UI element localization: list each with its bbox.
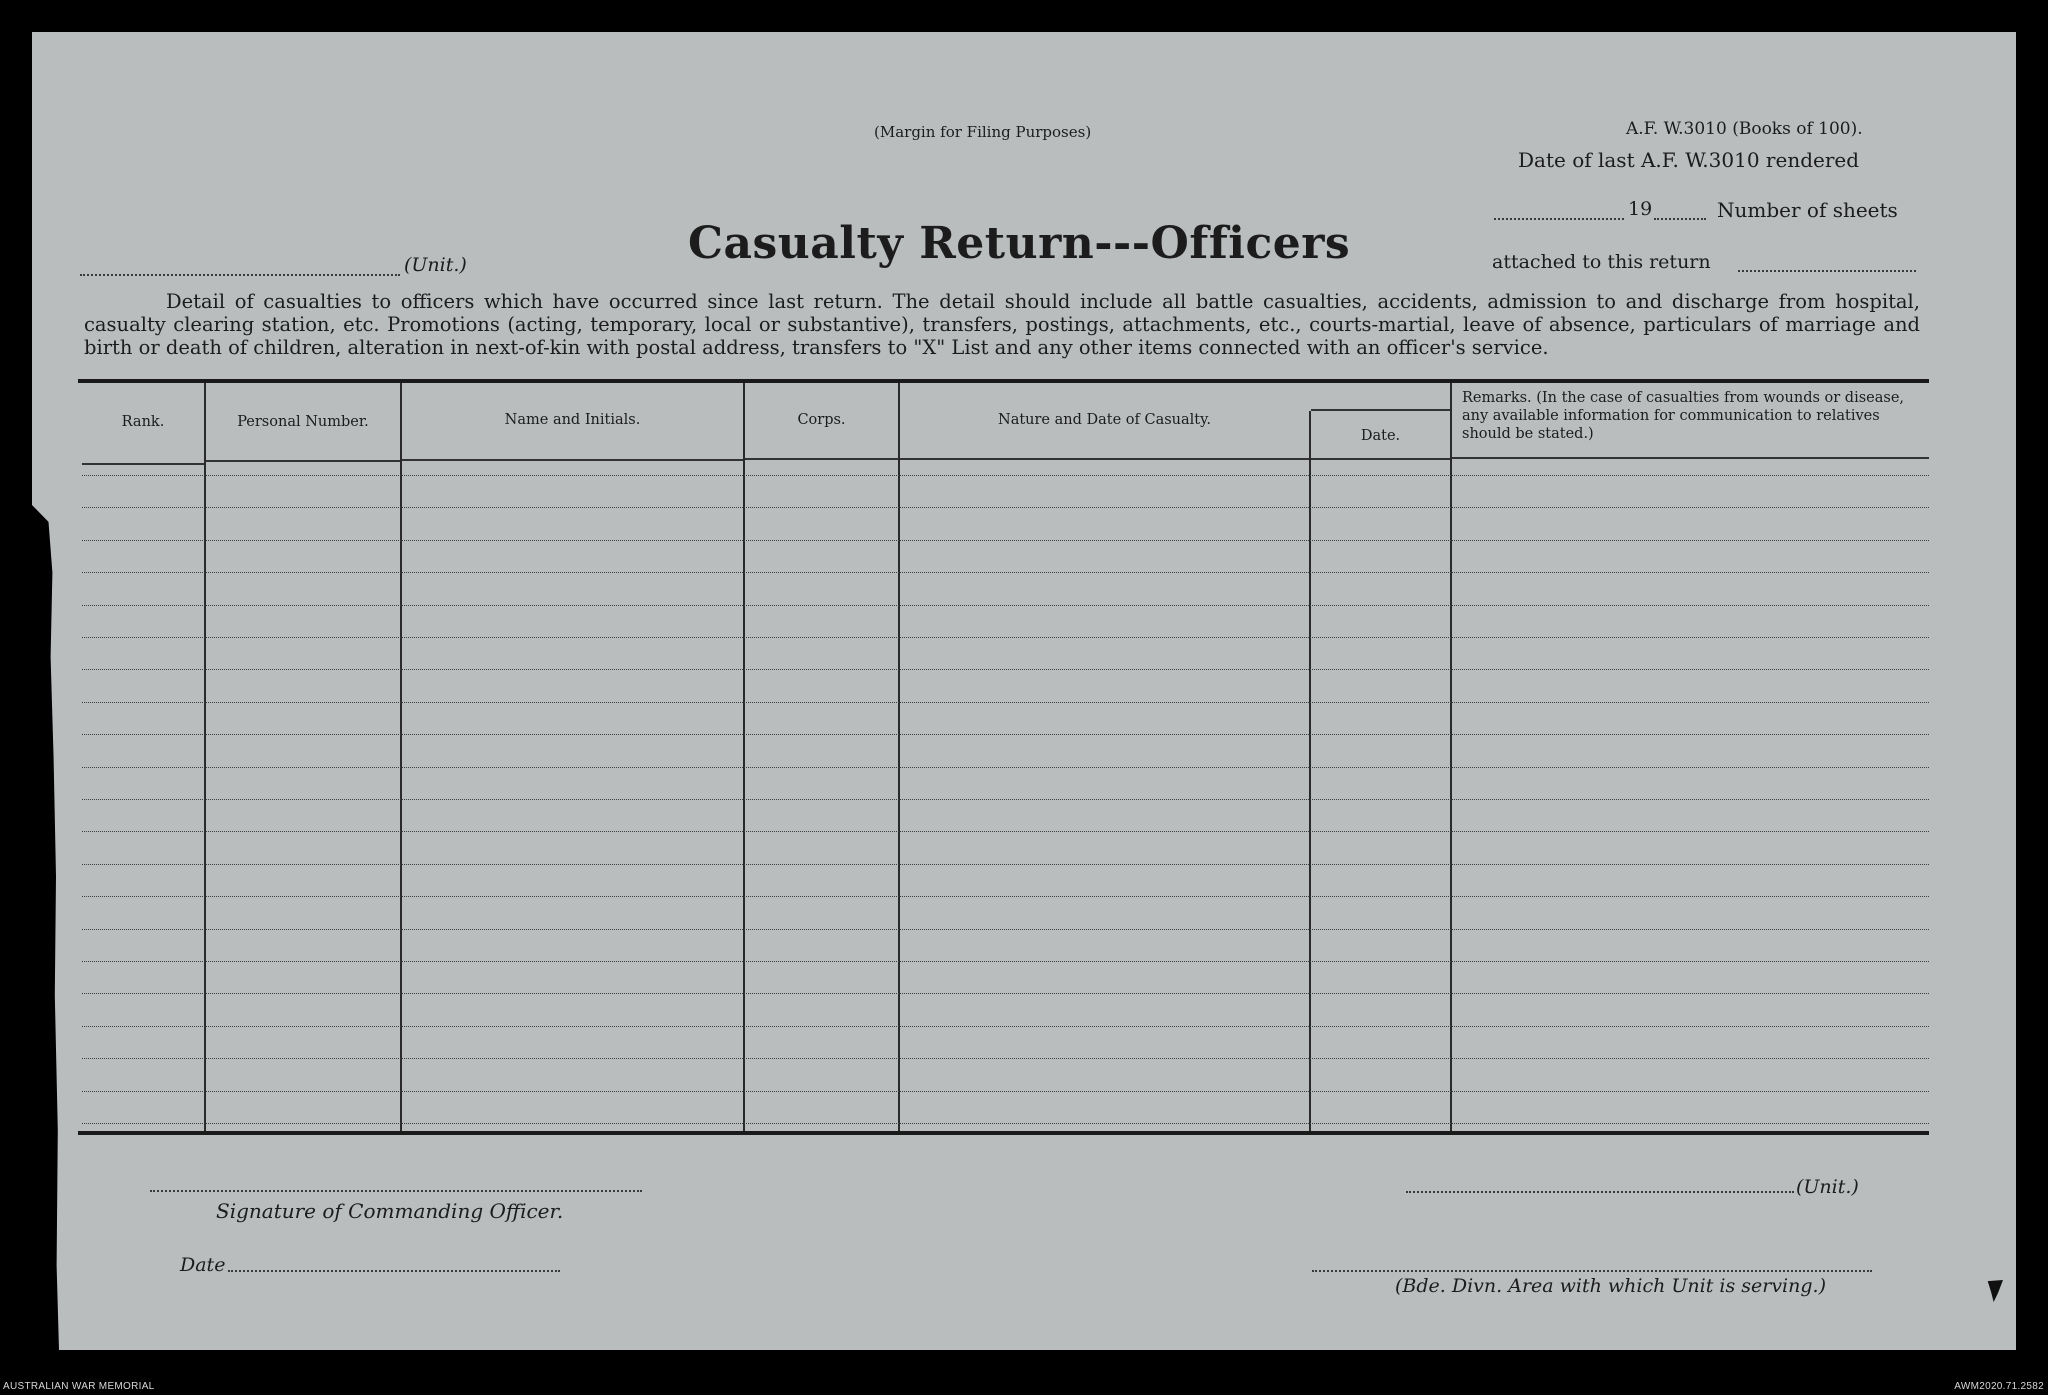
bde-field[interactable] [1312, 1270, 1872, 1272]
table-row[interactable] [82, 1091, 1929, 1092]
table-row[interactable] [82, 961, 1929, 962]
instructions-paragraph: Detail of casualties to officers which have occurred since last return. The detail should include all battle casualties, accidents, admission to and discharge from hospital, casualty clearing station, etc. Promotions (acting, temporary, local or substantive), transfers, postings, attachments, etc., courts-martial, leave of absence, particulars of marriage and birth or death of children, alteration in next-of-kin with postal address, transfers to "X" List and any other items connected with an officer's service. [84, 290, 1920, 359]
column-divider [743, 383, 745, 1131]
header-underline [82, 463, 204, 465]
unit-label-bottom: (Unit.) [1796, 1176, 1859, 1198]
table-row[interactable] [82, 1123, 1929, 1124]
unit-field-bottom[interactable] [1406, 1191, 1794, 1193]
column-divider [898, 383, 900, 1131]
table-row[interactable] [82, 799, 1929, 800]
page-title: Casualty Return---Officers [688, 218, 1351, 269]
column-divider [204, 383, 206, 1131]
casualty-table [78, 379, 1929, 1135]
column-header-remarks: Remarks. (In the case of casualties from wounds or disease, any available information for communication to relatives should be stated.) [1462, 390, 1905, 442]
table-row[interactable] [82, 1026, 1929, 1027]
table-row[interactable] [82, 507, 1929, 508]
table-row[interactable] [82, 831, 1929, 832]
header-underline [1311, 458, 1450, 460]
column-header-date: Date. [1360, 428, 1401, 444]
column-header-personal-number: Personal Number. [237, 414, 369, 430]
table-row[interactable] [82, 605, 1929, 606]
column-divider [1450, 383, 1452, 1131]
header-underline [900, 458, 1309, 460]
column-header-nature: Nature and Date of Casualty. [998, 412, 1211, 428]
header-underline [206, 460, 400, 462]
column-divider [1309, 411, 1311, 1131]
table-row[interactable] [82, 475, 1929, 476]
header-underline [402, 459, 743, 461]
signature-label: Signature of Commanding Officer. [216, 1199, 564, 1223]
table-row[interactable] [82, 1058, 1929, 1059]
date-field[interactable] [228, 1270, 560, 1272]
institution-credit: AUSTRALIAN WAR MEMORIAL [3, 1381, 155, 1392]
column-header-rank: Rank. [121, 414, 165, 430]
table-row[interactable] [82, 702, 1929, 703]
accession-number: AWM2020.71.2582 [1954, 1381, 2044, 1392]
table-row[interactable] [82, 929, 1929, 930]
sheets-count-field[interactable] [1738, 270, 1916, 272]
column-divider [400, 383, 402, 1131]
column-header-corps: Corps. [797, 412, 846, 428]
bde-label: (Bde. Divn. Area with which Unit is serving.) [1395, 1275, 1826, 1297]
date-subheader-rule [1311, 409, 1450, 411]
table-row[interactable] [82, 572, 1929, 573]
form-number: A.F. W.3010 (Books of 100). [1626, 119, 1863, 139]
attached-label: attached to this return [1492, 251, 1711, 273]
table-row[interactable] [82, 734, 1929, 735]
unit-field-top[interactable] [80, 274, 400, 276]
table-row[interactable] [82, 637, 1929, 638]
table-row[interactable] [82, 896, 1929, 897]
table-row[interactable] [82, 540, 1929, 541]
table-row[interactable] [82, 767, 1929, 768]
year-suffix-field[interactable] [1654, 218, 1706, 220]
table-row[interactable] [82, 993, 1929, 994]
signature-field[interactable] [150, 1190, 642, 1192]
table-bottom-rule [78, 1131, 1929, 1135]
year-field[interactable] [1494, 218, 1624, 220]
column-header-name: Name and Initials. [504, 412, 641, 428]
date-label: Date [180, 1254, 226, 1276]
margin-note: (Margin for Filing Purposes) [874, 123, 1092, 141]
header-underline [1452, 457, 1929, 459]
table-row[interactable] [82, 669, 1929, 670]
header-underline [745, 458, 898, 460]
number-of-sheets-label: Number of sheets [1717, 198, 1898, 222]
year-prefix: 19 [1628, 198, 1653, 220]
unit-label-top: (Unit.) [404, 254, 467, 276]
table-top-rule [78, 379, 1929, 383]
last-rendered-label: Date of last A.F. W.3010 rendered [1518, 148, 1860, 172]
table-row[interactable] [82, 864, 1929, 865]
